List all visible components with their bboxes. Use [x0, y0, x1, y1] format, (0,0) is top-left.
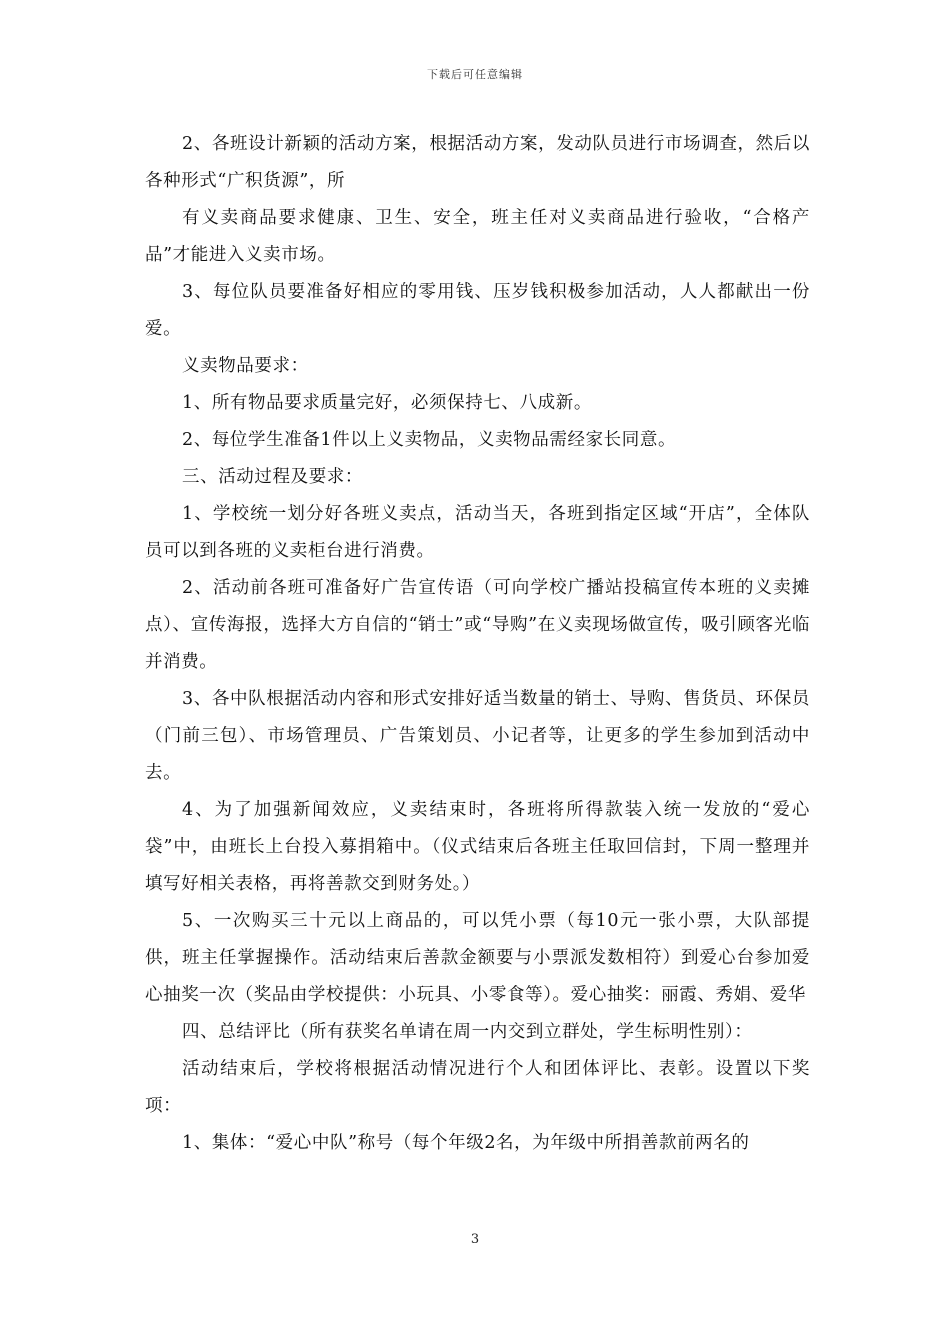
paragraph-staffing: 3、各中队根据活动内容和形式安排好适当数量的销士、导购、售货员、环保员（门前三包）、市场管理员、广告策划员、小记者等，让更多的学生参加到活动中去。: [145, 689, 810, 783]
paragraph-advertising: 2、活动前各班可准备好广告宣传语（可向学校广播站投稿宣传本班的义卖摊点）、宣传海报，选择大方自信的“销士”或“导购”在义卖现场做宣传，吸引顾客光临并消费。: [145, 578, 810, 672]
paragraph-sale-points: 1、学校统一划分好各班义卖点，活动当天，各班到指定区域“开店”，全体队员可以到各班的义卖柜台进行消费。: [145, 504, 810, 561]
page-header: 下载后可任意编辑: [427, 68, 523, 81]
paragraph-lottery: 5、一次购买三十元以上商品的，可以凭小票（每10元一张小票，大队部提供，班主任掌握操作。活动结束后善款金额要与小票派发数相符）到爱心台参加爱心抽奖一次（奖品由学校提供：小玩具、小零食等）。爱心抽奖：丽霞、秀娟、爱华: [145, 911, 810, 1005]
paragraph-product-inspection: 有义卖商品要求健康、卫生、安全，班主任对义卖商品进行验收，“合格产品”才能进入义卖市场。: [145, 208, 810, 265]
document-body: [145, 126, 810, 1162]
paragraph-item-requirements-heading: 义卖物品要求：: [182, 356, 309, 376]
paragraph-collective-award: 1、集体：“爱心中队”称号（每个年级2名，为年级中所捐善款前两名的: [182, 1133, 750, 1153]
paragraph-item-consent: 2、每位学生准备1件以上义卖物品，义卖物品需经家长同意。: [182, 430, 677, 450]
paragraph-plan-design: 2、各班设计新颖的活动方案，根据活动方案，发动队员进行市场调查，然后以各种形式“广积货源”，所: [145, 134, 810, 191]
paragraph-love-bag: 4、为了加强新闻效应，义卖结束时，各班将所得款装入统一发放的“爱心袋”中，由班长上台投入募捐箱中。（仪式结束后各班主任取回信封，下周一整理并填写好相关表格，再将善款交到财务处。）: [145, 800, 810, 894]
paragraph-pocket-money: 3、每位队员要准备好相应的零用钱、压岁钱积极参加活动，人人都献出一份爱。: [145, 282, 810, 339]
paragraph-awards-intro: 活动结束后，学校将根据活动情况进行个人和团体评比、表彰。设置以下奖项：: [145, 1059, 810, 1116]
paragraph-item-quality: 1、所有物品要求质量完好，必须保持七、八成新。: [182, 393, 592, 413]
section-heading-evaluation: 四、总结评比（所有获奖名单请在周一内交到立群处，学生标明性别）：: [182, 1022, 753, 1042]
page-number: 3: [470, 1232, 480, 1247]
section-heading-process: 三、活动过程及要求：: [182, 467, 363, 487]
